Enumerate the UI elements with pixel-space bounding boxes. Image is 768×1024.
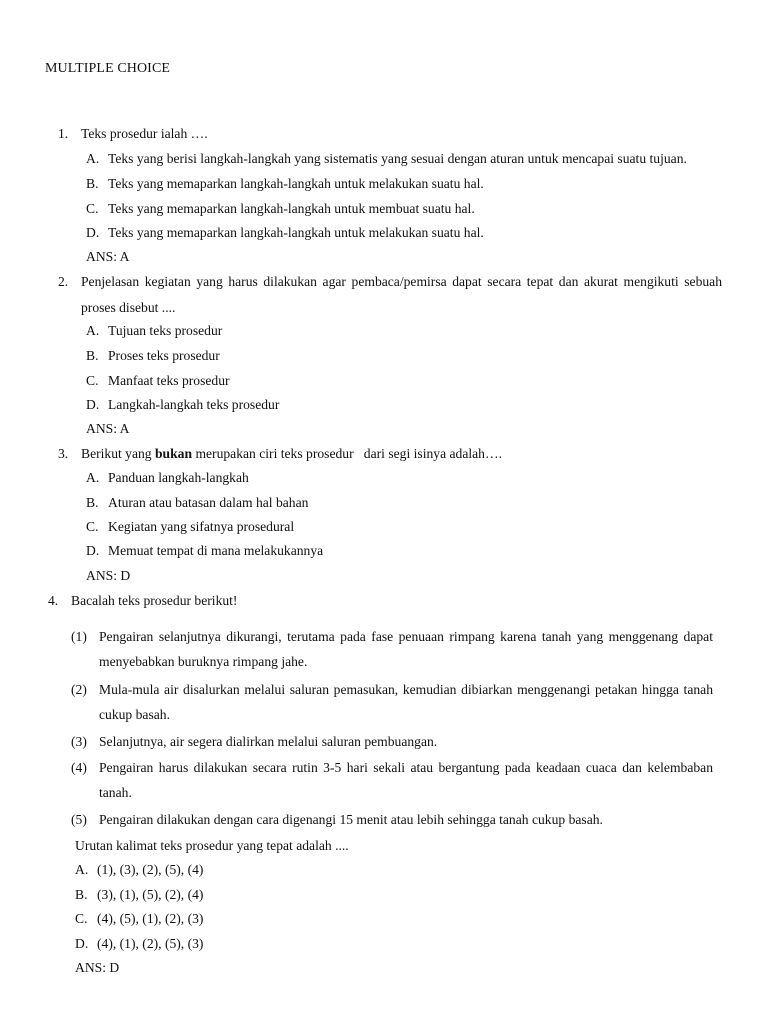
question-text: Teks prosedur ialah …. bbox=[81, 126, 208, 141]
question-text: Bacalah teks prosedur berikut! bbox=[71, 593, 238, 608]
sentence-1-line-1: Pengairan selanjutnya dikurangi, terutama pada fase penuaan rimpang karena tanah yang menggenang dapat bbox=[99, 629, 713, 644]
sentence-2-line-2: cukup basah. bbox=[99, 707, 170, 722]
section-heading: MULTIPLE CHOICE bbox=[45, 61, 171, 76]
sentence-4-line-1: Pengairan harus dilakukan secara rutin 3-5 hari sekali atau bergantung pada keadaan cuaca dan kelembaban bbox=[99, 760, 713, 775]
q3-option-d: D. Memuat tempat di mana melakukannya bbox=[86, 543, 324, 558]
q4-prompt: Urutan kalimat teks prosedur yang tepat adalah .... bbox=[75, 838, 349, 853]
sentence-2-number: (2) bbox=[71, 682, 87, 697]
sentence-2-line-1: Mula-mula air disalurkan melalui saluran pemasukan, kemudian dibiarkan menggenangi petakan hingga tanah bbox=[99, 682, 713, 697]
q2-option-b: B. Proses teks prosedur bbox=[86, 348, 220, 363]
question-number: 3. bbox=[58, 446, 69, 461]
q2-option-c: C. Manfaat teks prosedur bbox=[86, 373, 230, 388]
question-number: 1. bbox=[58, 126, 69, 141]
q1-option-c: C. Teks yang memaparkan langkah-langkah untuk membuat suatu hal. bbox=[86, 201, 475, 216]
q3-option-c: C. Kegiatan yang sifatnya prosedural bbox=[86, 519, 295, 534]
q4-answer: ANS: D bbox=[75, 960, 120, 975]
question-2 bbox=[58, 274, 81, 290]
question-text-line-2: proses disebut .... bbox=[81, 300, 176, 315]
question-3: 3. Berikut yang bukan merupakan ciri teks prosedur dari segi isinya adalah…. bbox=[58, 446, 502, 461]
q2-option-a: A. Tujuan teks prosedur bbox=[86, 323, 223, 338]
q4-option-c: C. (4), (5), (1), (2), (3) bbox=[75, 911, 204, 926]
sentence-4-number: (4) bbox=[71, 760, 87, 775]
question-number: 4. bbox=[48, 593, 59, 608]
q1-answer: ANS: A bbox=[86, 249, 130, 264]
q3-answer: ANS: D bbox=[86, 568, 131, 583]
sentence-5-number: (5) bbox=[71, 812, 87, 827]
q4-option-a: A. (1), (3), (2), (5), (4) bbox=[75, 862, 204, 877]
question-1 bbox=[58, 126, 208, 142]
sentence-1-line-2: menyebabkan buruknya rimpang jahe. bbox=[99, 654, 308, 669]
question-4 bbox=[48, 593, 237, 609]
q1-option-d: D. Teks yang memaparkan langkah-langkah untuk melakukan suatu hal. bbox=[86, 225, 484, 240]
sentence-5-line-1: Pengairan dilakukan dengan cara digenangi 15 menit atau lebih sehingga tanah cukup basah. bbox=[99, 812, 603, 827]
q4-option-b: B. (3), (1), (5), (2), (4) bbox=[75, 887, 204, 902]
q3-option-a: A. Panduan langkah-langkah bbox=[86, 470, 249, 485]
question-number: 2. bbox=[58, 274, 69, 289]
q2-option-d: D. Langkah-langkah teks prosedur bbox=[86, 397, 280, 412]
q3-option-b: B. Aturan atau batasan dalam hal bahan bbox=[86, 495, 309, 510]
q1-option-a: A. Teks yang berisi langkah-langkah yang sistematis yang sesuai dengan aturan untuk mencapai suatu tujuan. bbox=[86, 151, 687, 166]
sentence-1-number: (1) bbox=[71, 629, 87, 644]
q2-answer: ANS: A bbox=[86, 421, 130, 436]
question-text-line-1: Penjelasan kegiatan yang harus dilakukan agar pembaca/pemirsa dapat secara tepat dan akurat mengikuti sebuah bbox=[81, 274, 722, 289]
emphasis-word: bukan bbox=[155, 446, 193, 461]
q1-option-b: B. Teks yang memaparkan langkah-langkah untuk melakukan suatu hal. bbox=[86, 176, 484, 191]
sentence-4-line-2: tanah. bbox=[99, 785, 132, 800]
sentence-3-line-1: Selanjutnya, air segera dialirkan melalui saluran pembuangan. bbox=[99, 734, 438, 749]
sentence-3-number: (3) bbox=[71, 734, 87, 749]
q4-option-d: D. (4), (1), (2), (5), (3) bbox=[75, 936, 204, 951]
